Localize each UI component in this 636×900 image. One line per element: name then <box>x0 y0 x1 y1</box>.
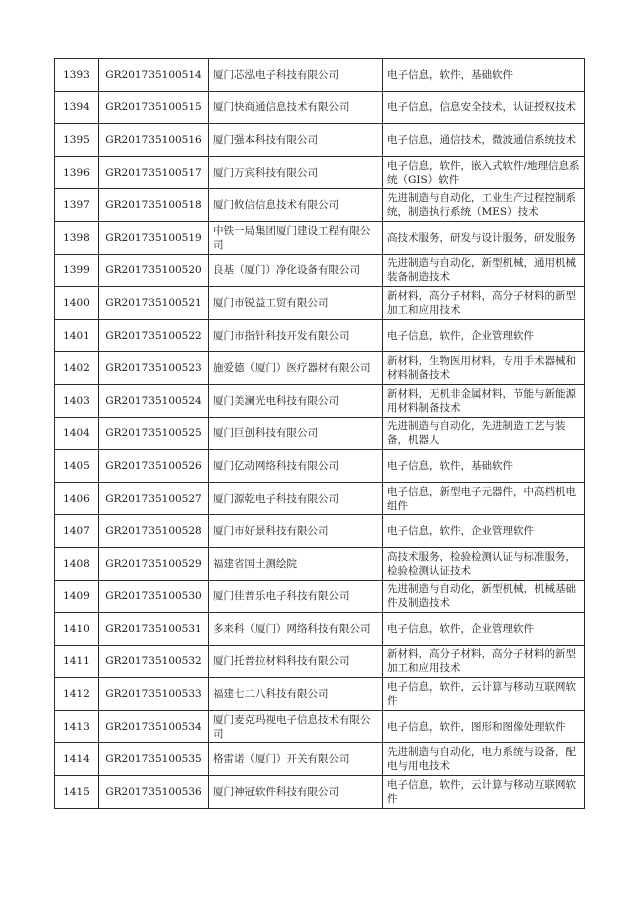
table-row <box>55 547 585 580</box>
certificate-code: GR201735100518 <box>99 189 209 222</box>
company-name: 良基（厦门）净化设备有限公司 <box>209 254 383 287</box>
row-number: 1393 <box>55 59 99 92</box>
table-row <box>55 613 585 646</box>
table-row <box>55 319 585 352</box>
row-number: 1409 <box>55 580 99 613</box>
certificate-code: GR201735100516 <box>99 124 209 157</box>
row-number: 1413 <box>55 710 99 743</box>
row-number: 1406 <box>55 482 99 515</box>
technology-field: 新材料，生物医用材料，专用手术器械和材料制备技术 <box>383 352 585 385</box>
row-number: 1398 <box>55 221 99 254</box>
technology-field: 先进制造与自动化，新型机械，通用机械装备制造技术 <box>383 254 585 287</box>
row-number: 1408 <box>55 547 99 580</box>
technology-field: 先进制造与自动化，电力系统与设备，配电与用电技术 <box>383 743 585 776</box>
certificate-code: GR201735100522 <box>99 319 209 352</box>
row-number: 1397 <box>55 189 99 222</box>
certificate-code: GR201735100524 <box>99 384 209 417</box>
technology-field: 新材料，无机非金属材料，节能与新能源用材料制备技术 <box>383 384 585 417</box>
table-row <box>55 189 585 222</box>
row-number: 1401 <box>55 319 99 352</box>
table-row <box>55 91 585 124</box>
table-row <box>55 580 585 613</box>
table-row <box>55 221 585 254</box>
row-number: 1410 <box>55 613 99 646</box>
row-number: 1399 <box>55 254 99 287</box>
company-name: 厦门芯泓电子科技有限公司 <box>209 59 383 92</box>
company-name: 厦门神冠软件科技有限公司 <box>209 776 383 809</box>
row-number: 1404 <box>55 417 99 450</box>
company-name: 厦门亿动网络科技有限公司 <box>209 450 383 483</box>
company-name: 格雷诺（厦门）开关有限公司 <box>209 743 383 776</box>
table-row <box>55 417 585 450</box>
company-name: 厦门快商通信息技术有限公司 <box>209 91 383 124</box>
company-name: 施爱德（厦门）医疗器材有限公司 <box>209 352 383 385</box>
table-row <box>55 59 585 92</box>
company-name: 福建省国土测绘院 <box>209 547 383 580</box>
certificate-code: GR201735100519 <box>99 221 209 254</box>
row-number: 1396 <box>55 156 99 189</box>
technology-field: 电子信息，软件，基础软件 <box>383 450 585 483</box>
table-row <box>55 482 585 515</box>
certificate-code: GR201735100525 <box>99 417 209 450</box>
technology-field: 先进制造与自动化，先进制造工艺与装备，机器人 <box>383 417 585 450</box>
certificate-code: GR201735100530 <box>99 580 209 613</box>
table-row <box>55 645 585 678</box>
certificate-code: GR201735100521 <box>99 287 209 320</box>
company-name: 厦门万宾科技有限公司 <box>209 156 383 189</box>
company-name: 福建七二八科技有限公司 <box>209 678 383 711</box>
technology-field: 电子信息，软件，云计算与移动互联网软件 <box>383 776 585 809</box>
table-row <box>55 124 585 157</box>
company-name: 厦门源乾电子科技有限公司 <box>209 482 383 515</box>
table-row <box>55 743 585 776</box>
company-name: 厦门市好景科技有限公司 <box>209 515 383 548</box>
row-number: 1407 <box>55 515 99 548</box>
certificate-code: GR201735100526 <box>99 450 209 483</box>
certificate-code: GR201735100520 <box>99 254 209 287</box>
company-name: 厦门强本科技有限公司 <box>209 124 383 157</box>
certificate-code: GR201735100527 <box>99 482 209 515</box>
company-name: 多来科（厦门）网络科技有限公司 <box>209 613 383 646</box>
certificate-code: GR201735100535 <box>99 743 209 776</box>
certificate-code: GR201735100514 <box>99 59 209 92</box>
row-number: 1403 <box>55 384 99 417</box>
row-number: 1402 <box>55 352 99 385</box>
technology-field: 电子信息，软件，基础软件 <box>383 59 585 92</box>
company-name: 厦门市锐益工贸有限公司 <box>209 287 383 320</box>
certificate-code: GR201735100534 <box>99 710 209 743</box>
company-name: 厦门佳普乐电子科技有限公司 <box>209 580 383 613</box>
company-name: 厦门麦克玛视电子信息技术有限公司 <box>209 710 383 743</box>
certificate-code: GR201735100531 <box>99 613 209 646</box>
technology-field: 电子信息，信息安全技术，认证授权技术 <box>383 91 585 124</box>
table-row <box>55 515 585 548</box>
technology-field: 电子信息，软件，企业管理软件 <box>383 319 585 352</box>
technology-field: 高技术服务，检验检测认证与标准服务，检验检测认证技术 <box>383 547 585 580</box>
technology-field: 电子信息，软件，云计算与移动互联网软件 <box>383 678 585 711</box>
row-number: 1411 <box>55 645 99 678</box>
row-number: 1414 <box>55 743 99 776</box>
company-name: 厦门市指针科技开发有限公司 <box>209 319 383 352</box>
technology-field: 电子信息，软件，嵌入式软件/地理信息系统（GIS）软件 <box>383 156 585 189</box>
table-row <box>55 156 585 189</box>
certificate-code: GR201735100515 <box>99 91 209 124</box>
row-number: 1412 <box>55 678 99 711</box>
certificate-code: GR201735100529 <box>99 547 209 580</box>
table-row <box>55 287 585 320</box>
certificate-table-container <box>54 58 584 809</box>
company-name: 厦门美澜光电科技有限公司 <box>209 384 383 417</box>
table-row <box>55 678 585 711</box>
technology-field: 电子信息，通信技术，微波通信系统技术 <box>383 124 585 157</box>
certificate-code: GR201735100532 <box>99 645 209 678</box>
table-row <box>55 710 585 743</box>
technology-field: 新材料，高分子材料，高分子材料的新型加工和应用技术 <box>383 645 585 678</box>
technology-field: 高技术服务，研发与设计服务，研发服务 <box>383 221 585 254</box>
company-name: 中铁一局集团厦门建设工程有限公司 <box>209 221 383 254</box>
row-number: 1415 <box>55 776 99 809</box>
certificate-code: GR201735100523 <box>99 352 209 385</box>
row-number: 1395 <box>55 124 99 157</box>
technology-field: 新材料，高分子材料，高分子材料的新型加工和应用技术 <box>383 287 585 320</box>
table-row <box>55 384 585 417</box>
certificate-code: GR201735100536 <box>99 776 209 809</box>
company-name: 厦门托普拉材料科技有限公司 <box>209 645 383 678</box>
technology-field: 电子信息，软件，图形和图像处理软件 <box>383 710 585 743</box>
table-row <box>55 254 585 287</box>
company-name: 厦门巨创科技有限公司 <box>209 417 383 450</box>
technology-field: 电子信息，新型电子元器件，中高档机电组件 <box>383 482 585 515</box>
row-number: 1405 <box>55 450 99 483</box>
certificate-code: GR201735100533 <box>99 678 209 711</box>
certificate-table <box>54 58 585 809</box>
certificate-table-body <box>55 59 585 809</box>
technology-field: 电子信息，软件，企业管理软件 <box>383 613 585 646</box>
table-row <box>55 352 585 385</box>
certificate-code: GR201735100528 <box>99 515 209 548</box>
table-row <box>55 450 585 483</box>
technology-field: 先进制造与自动化，工业生产过程控制系统，制造执行系统（MES）技术 <box>383 189 585 222</box>
technology-field: 电子信息，软件，企业管理软件 <box>383 515 585 548</box>
table-row <box>55 776 585 809</box>
technology-field: 先进制造与自动化，新型机械，机械基础件及制造技术 <box>383 580 585 613</box>
company-name: 厦门攸信信息技术有限公司 <box>209 189 383 222</box>
row-number: 1400 <box>55 287 99 320</box>
certificate-code: GR201735100517 <box>99 156 209 189</box>
row-number: 1394 <box>55 91 99 124</box>
